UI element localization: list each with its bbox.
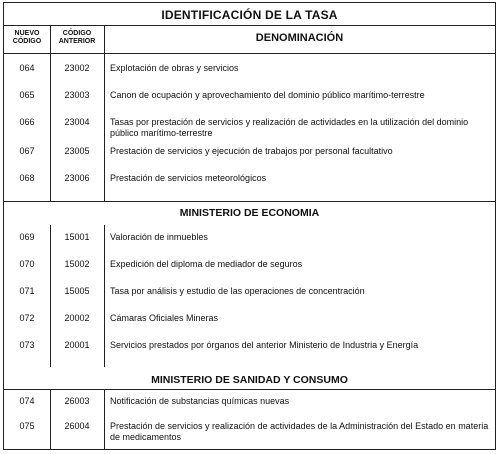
old-code: 23006	[64, 173, 90, 183]
old-code: 23002	[64, 63, 90, 73]
column-divider	[104, 389, 105, 450]
old-code: 26003	[64, 396, 90, 406]
divider	[4, 53, 495, 54]
denomination: Cámaras Oficiales Mineras	[110, 313, 219, 323]
old-code: 26004	[64, 421, 90, 431]
denomination: Prestación de servicios meteorológicos	[110, 173, 267, 183]
denomination: Prestación de servicios y ejecución de trabajos por personal facultativo	[110, 146, 393, 156]
col-header-old-code: CÓDIGO ANTERIOR	[58, 30, 96, 45]
old-code: 20002	[64, 313, 90, 323]
tax-table	[3, 2, 496, 450]
divider	[4, 25, 495, 26]
old-code: 15005	[64, 286, 90, 296]
old-code: 23003	[64, 90, 90, 100]
denomination: Explotación de obras y servicios	[110, 63, 239, 73]
old-code: 15002	[64, 259, 90, 269]
old-code: 23004	[64, 117, 90, 127]
denomination: Tasa por análisis y estudio de las operaciones de concentración	[110, 286, 365, 296]
new-code: 069	[19, 232, 35, 242]
denomination: Tasas por prestación de servicios y realización de actividades en la utilización del dominio público marítimo-terrestre	[110, 117, 469, 138]
column-divider	[104, 225, 105, 367]
section-title-sanidad: MINISTERIO DE SANIDAD Y CONSUMO	[151, 374, 348, 386]
new-code: 064	[19, 63, 35, 73]
denomination: Prestación de servicios y realización de actividades de la Administración del Estado en materia de medicamentos	[110, 421, 489, 442]
col-header-denomination: DENOMINACIÓN	[255, 32, 344, 44]
new-code: 065	[19, 90, 35, 100]
new-code: 067	[19, 146, 35, 156]
denomination: Expedición del diploma de mediador de seguros	[110, 259, 303, 269]
denomination: Notificación de substancias químicas nuevas	[110, 396, 290, 406]
new-code: 068	[19, 173, 35, 183]
divider	[4, 201, 495, 202]
denomination: Canon de ocupación y aprovechamiento del dominio público marítimo-terrestre	[110, 90, 425, 100]
table-title: IDENTIFICACIÓN DE LA TASA	[161, 8, 338, 22]
new-code: 070	[19, 259, 35, 269]
column-divider	[104, 25, 105, 201]
old-code: 15001	[64, 232, 90, 242]
new-code: 066	[19, 117, 35, 127]
old-code: 23005	[64, 146, 90, 156]
old-code: 20001	[64, 340, 90, 350]
new-code: 074	[19, 396, 35, 406]
new-code: 073	[19, 340, 35, 350]
col-header-new-code: NUEVO CÓDIGO	[12, 30, 42, 45]
new-code: 071	[19, 286, 35, 296]
section-title-economia: MINISTERIO DE ECONOMIA	[179, 207, 320, 219]
new-code: 072	[19, 313, 35, 323]
denomination: Valoración de inmuebles	[110, 232, 208, 242]
new-code: 075	[19, 421, 35, 431]
divider	[4, 389, 495, 390]
denomination: Servicios prestados por órganos del anterior Ministerio de Industria y Energía	[110, 340, 419, 350]
